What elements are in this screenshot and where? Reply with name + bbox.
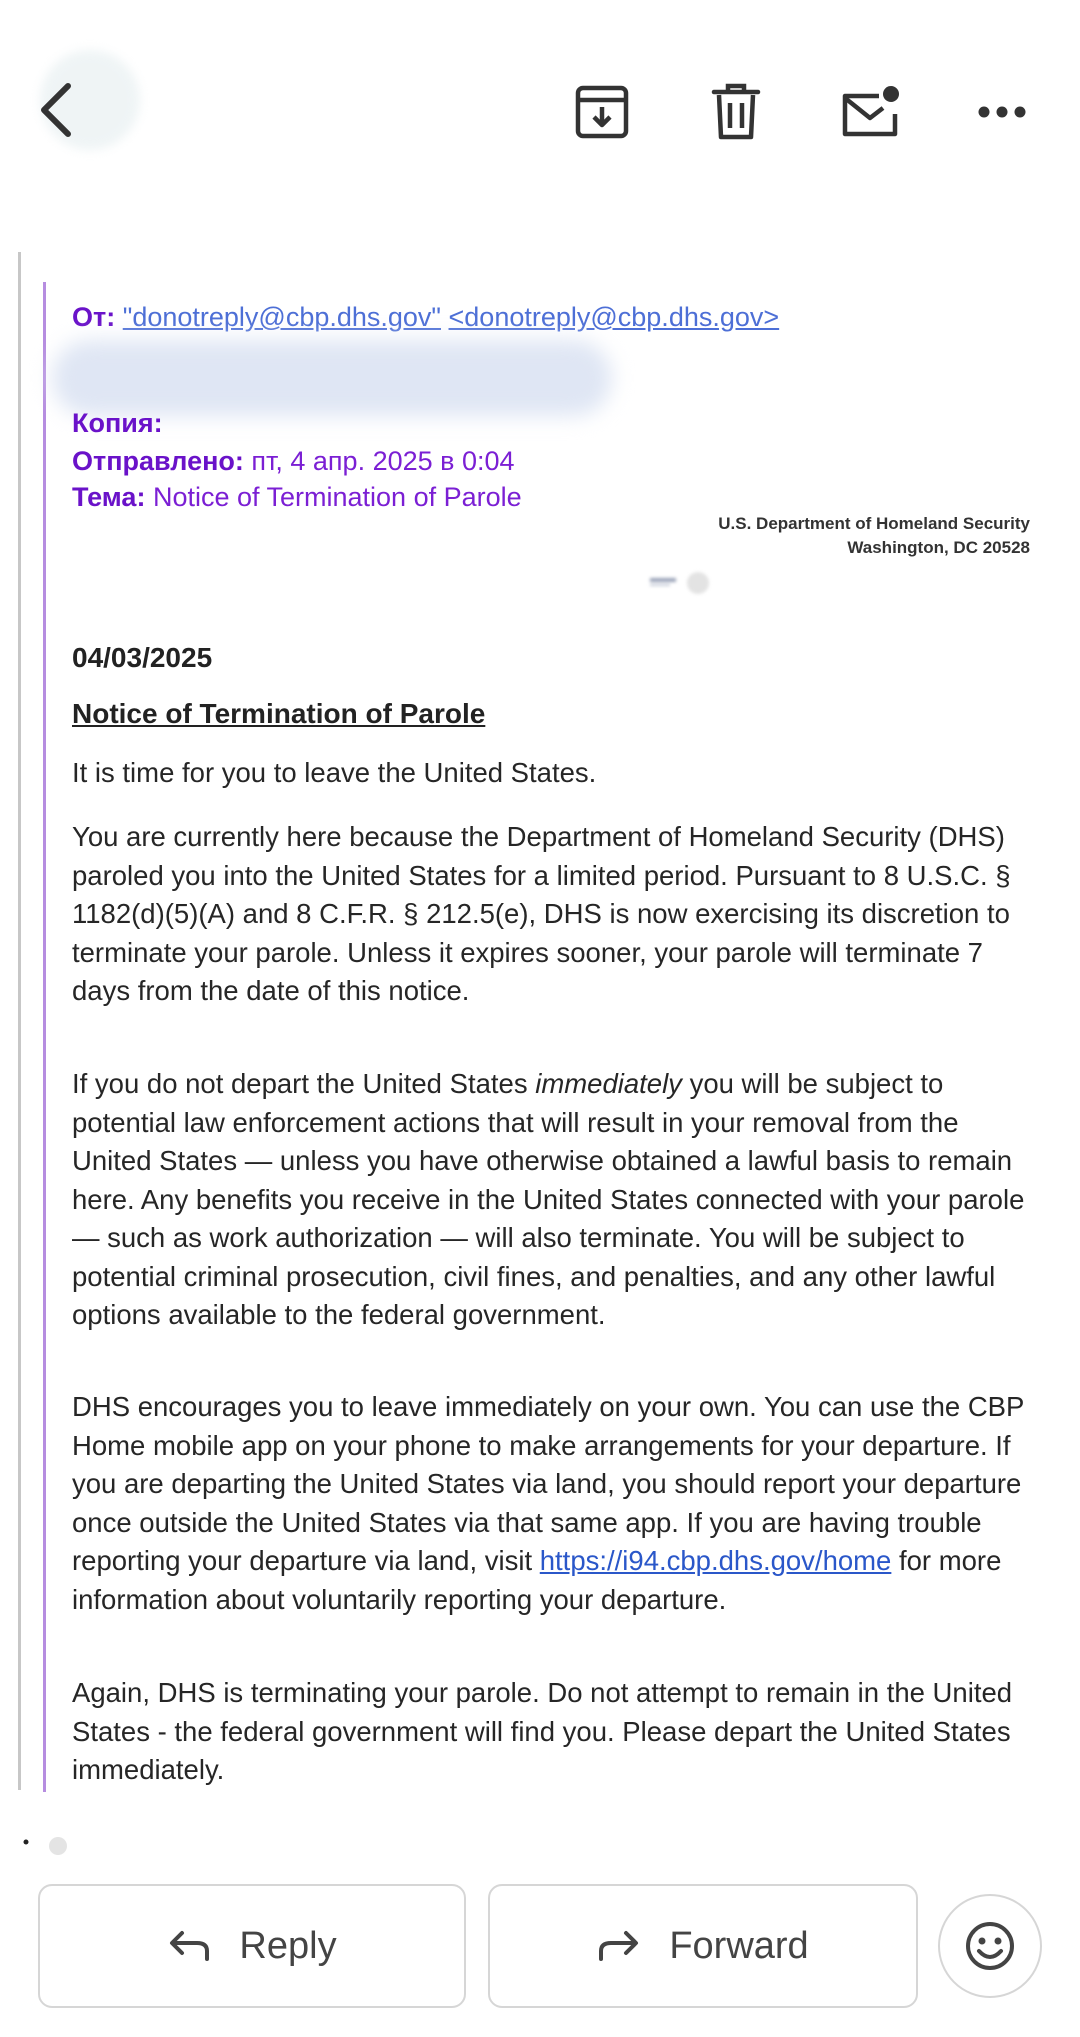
from-address-link[interactable]: <donotreply@cbp.dhs.gov> <box>448 302 780 332</box>
paragraph-4-start: DHS encourages you to leave immediately on your own. You can use the CBP Home mobile app on your phone to make arrangements for your departure. If you are departing the United States via land, you should report your departure once outside the United States via that same app. If you are having trouble reporting your departure via land, visit <box>72 1391 1024 1576</box>
email-body <box>0 190 1080 1820</box>
subject-label: Тема: <box>72 482 146 512</box>
reply-label: Reply <box>239 1924 337 1967</box>
from-label: От: <box>72 302 116 332</box>
reply-button[interactable] <box>38 1884 466 2008</box>
more-options-button[interactable] <box>966 76 1038 148</box>
mark-unread-button[interactable] <box>834 76 906 148</box>
paragraph-3-emphasis: immediately <box>535 1068 682 1099</box>
forward-label: Forward <box>669 1924 809 1967</box>
back-arrow-icon <box>34 80 78 140</box>
paragraph-3-end: you will be subject to potential law enforcement actions that will result in your removal from the United States — unless you have otherwise obtained a lawful basis to remain here. Any benefits you receive in the United States connected with your parole — such as work authorization — will also terminate. You will be subject to potential criminal prosecution, civil fines, and penalties, and any other lawful options available to the federal government. <box>72 1068 1025 1330</box>
cc-label: Копия: <box>72 408 163 438</box>
more-horizontal-icon <box>978 105 1026 119</box>
top-app-bar <box>0 0 1080 192</box>
forward-button[interactable] <box>488 1884 918 2008</box>
reply-arrow-icon <box>167 1929 211 1963</box>
paragraph-3-start: If you do not depart the United States <box>72 1068 536 1099</box>
subject-value: Notice of Termination of Parole <box>152 482 522 512</box>
cc-line <box>72 408 163 439</box>
smiley-icon <box>964 1920 1016 1972</box>
letterhead <box>718 512 1030 560</box>
paragraph-1: It is time for you to leave the United States. <box>72 757 597 788</box>
i94-link[interactable]: https://i94.cbp.dhs.gov/home <box>539 1545 892 1576</box>
letter-title: Notice of Termination of Parole <box>72 698 486 729</box>
from-line <box>72 302 779 333</box>
archive-button[interactable] <box>566 76 638 148</box>
paragraph-5: Again, DHS is terminating your parole. Do not attempt to remain in the United States - the federal government will find you. Please depart the United States immediately. <box>72 1677 1013 1785</box>
back-button[interactable] <box>20 74 92 146</box>
sent-label: Отправлено: <box>72 446 244 476</box>
quote-rule-outer <box>18 252 21 1790</box>
paragraph-4 <box>72 1388 1032 1619</box>
paragraph-4-end: for more information about voluntarily reporting your departure. <box>72 1545 1002 1615</box>
sent-line <box>72 446 515 477</box>
delete-button[interactable] <box>700 76 772 148</box>
show-trimmed-content-icon[interactable] <box>18 1830 78 1860</box>
subject-line <box>72 482 522 513</box>
quote-rule-inner <box>43 282 46 1792</box>
emoji-reaction-button[interactable] <box>938 1894 1042 1998</box>
paragraph-2: You are currently here because the Department of Homeland Security (DHS) paroled you into the United States for a limited period. Pursuant to 8 U.S.C. § 1182(d)(5)(A) and 8 C.F.R. § 212.5(e), DHS is now exercising its discretion to terminate your parole. Unless it expires sooner, your parole will terminate 7 days from the date of this notice. <box>72 821 1011 1006</box>
agency-name: U.S. Department of Homeland Security <box>718 514 1030 533</box>
forward-arrow-icon <box>597 1929 641 1963</box>
sent-value: пт, 4 апр. 2025 в 0:04 <box>251 446 515 476</box>
letter-date: 04/03/2025 <box>72 642 213 673</box>
sender-info-blurred <box>180 42 480 142</box>
seal-icon <box>650 570 714 596</box>
trash-icon <box>711 83 761 141</box>
agency-address: Washington, DC 20528 <box>847 538 1030 557</box>
redacted-recipient <box>52 340 612 416</box>
mail-unread-icon <box>839 84 901 140</box>
paragraph-3 <box>72 1065 1032 1335</box>
archive-icon <box>574 84 630 140</box>
from-name-link[interactable]: "donotreply@cbp.dhs.gov" <box>122 302 441 332</box>
